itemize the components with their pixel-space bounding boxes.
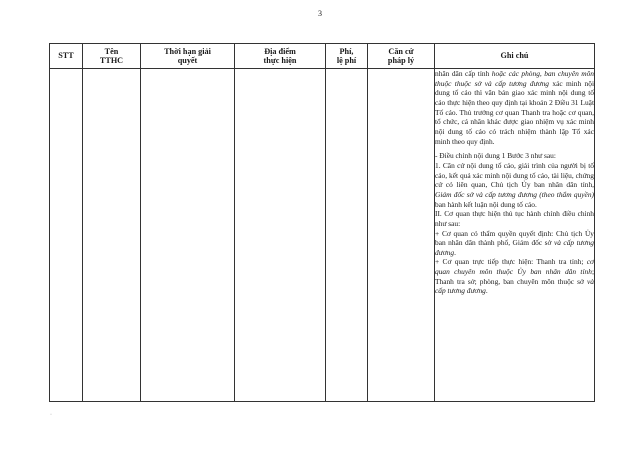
note-run: - Điều chỉnh nội dung 1 Bước 3 như sau: [435,151,556,161]
note-run: + Cơ quan trực tiếp thực hiện: Thanh tra tỉnh; [435,257,587,267]
header-dia-diem: Địa điểm thực hiện [235,44,326,69]
header-can-cu: Căn cứ pháp lý [368,44,435,69]
stray-mark: · [50,412,52,418]
header-row [50,44,595,69]
cell-phi [326,69,368,402]
header-ghi-chu: Ghi chú [435,44,595,69]
note-paragraph [435,69,594,146]
header-ten-tthc: Tên TTHC [83,44,141,69]
cell-dia-diem [235,69,326,402]
note-paragraph [435,229,594,258]
note-run: Giám đốc sở và cấp tương đương (theo thẩm quyền) [435,189,594,199]
note-run: hoặc các phòng, ban chuyên môn thuộc thuộc sở và cấp tương đương [435,69,594,88]
cell-thoi-han [141,69,235,402]
note-paragraph [435,161,594,209]
table-row [50,69,595,402]
page-number: 3 [318,9,322,18]
note-run: nhân dân cấp tỉnh [435,69,492,78]
note-run: xác minh nội dung tố cáo thì văn bản giao xác minh nội dung tố cáo thực hiện theo quy định tại khoản 2 Điều 31 Luật Tố cáo. Thủ trưởng cơ quan Thanh tra hoặc cơ quan, tổ chức, cá nhân khác được giao nhiệm vụ xác minh nội dung tố cáo có trách nhiệm thành lập Tổ xác minh theo quy định. [435,78,594,146]
note-run: II. Cơ quan thực hiện thủ tục hành chính điều chỉnh như sau: [435,209,594,228]
procedure-table [49,43,595,402]
note-run: cơ quan chuyên môn thuộc Ủy ban nhân dân tỉnh [435,257,594,277]
note-paragraph [435,151,594,161]
note-run: + Cơ quan có thẩm quyền quyết định: Chủ tịch Ủy ban nhân dân thành phố, Giám đốc sở [435,228,594,248]
cell-stt [50,69,83,402]
note-run: ban hành kết luận nội dung tố cáo. [435,199,537,209]
cell-ten [83,69,141,402]
note-run: và cấp tương đương [435,276,594,296]
note-run: . [485,286,488,296]
note-run: ; Thanh tra sở; phòng, ban chuyên môn thuộc sở [435,267,594,286]
cell-ghi-chu [435,69,595,402]
header-stt: STT [50,44,83,69]
cell-can-cu [368,69,435,402]
note-run: 1. Căn cứ nội dung tố cáo, giải trình của người bị tố cáo, kết quả xác minh nội dung tố cáo, tài liệu, chứng cứ có liên quan, Chủ tịch Ủy ban nhân dân tỉnh, [435,160,594,190]
header-thoi-han: Thời hạn giải quyết [141,44,235,69]
note-run: và cấp tương đương [435,238,595,257]
note-run: . [454,247,456,257]
note-paragraph [435,257,594,296]
header-phi: Phí, lệ phí [326,44,368,69]
note-paragraph [435,209,594,228]
